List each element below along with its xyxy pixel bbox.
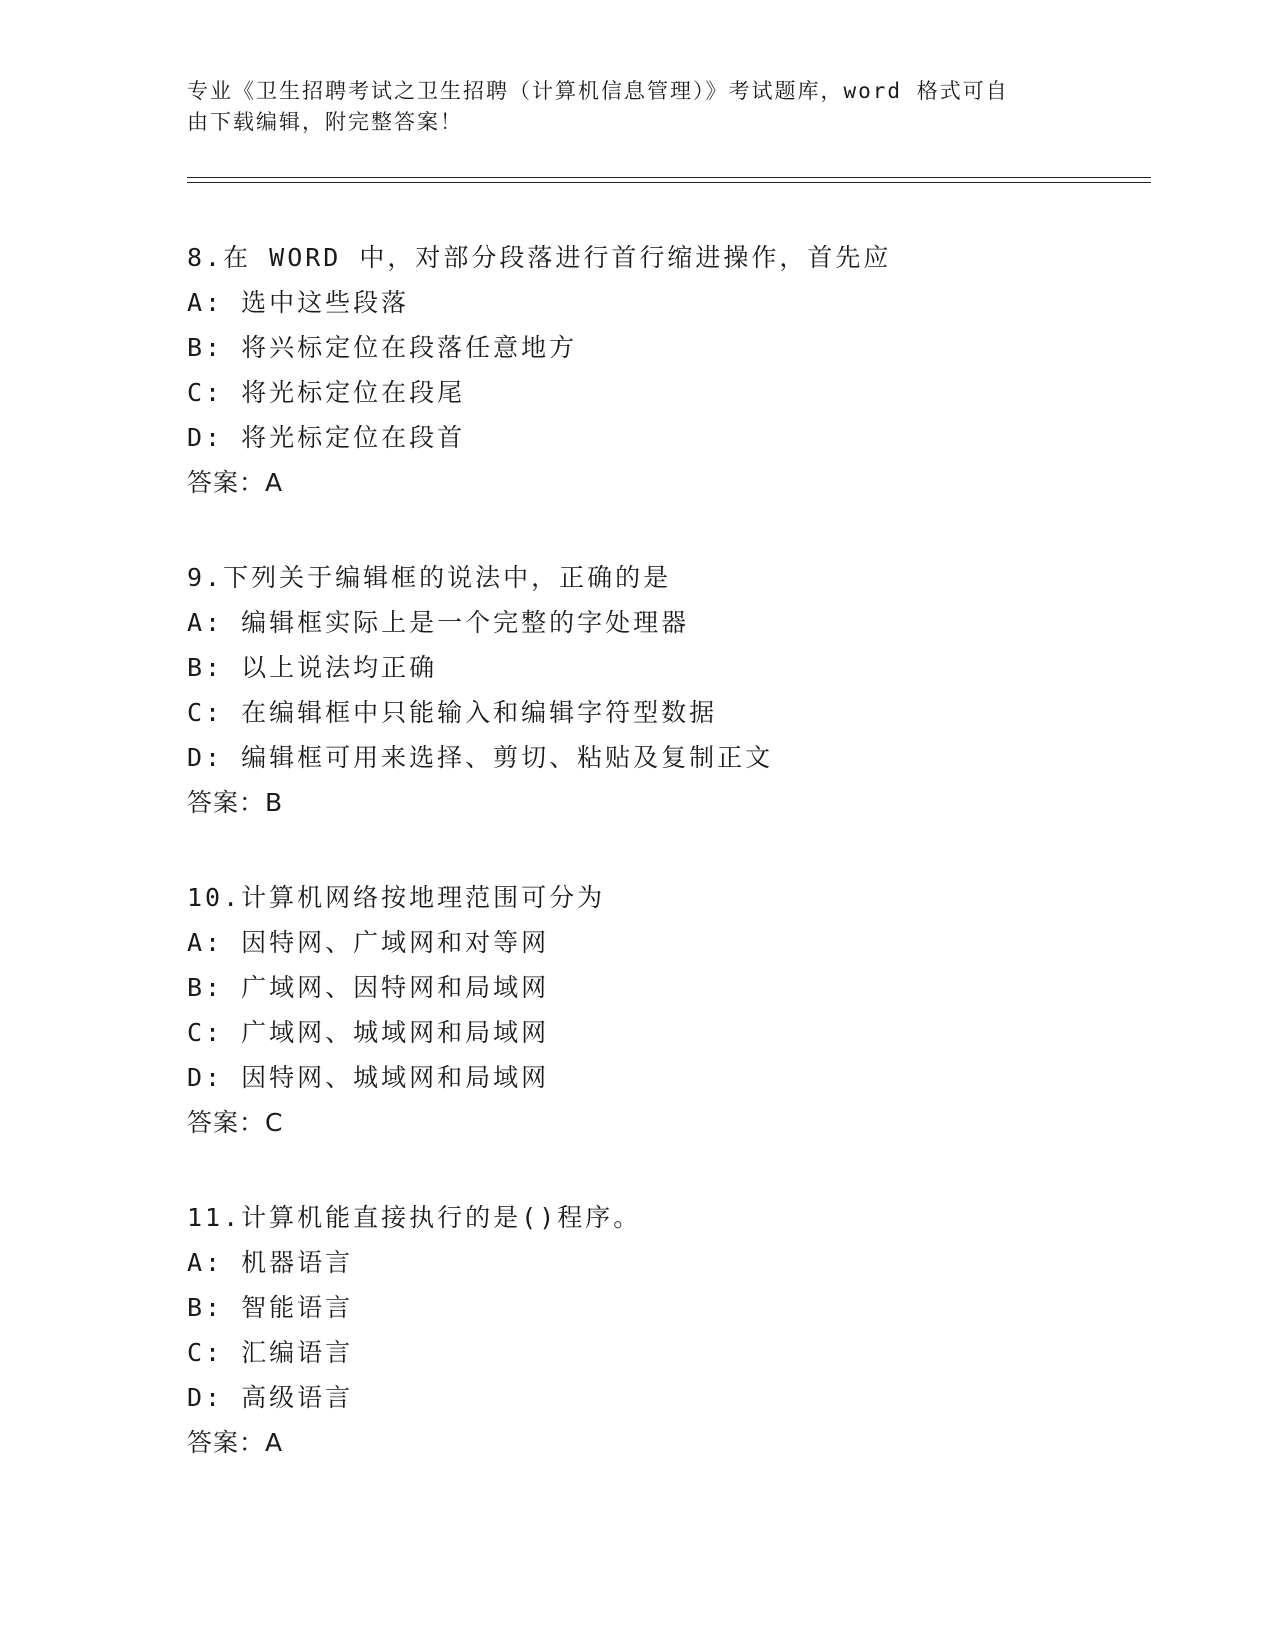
document-header <box>187 76 1067 138</box>
option-b: B: 将兴标定位在段落任意地方 <box>187 333 578 362</box>
question-stem: 11.计算机能直接执行的是()程序。 <box>187 1203 642 1232</box>
option-c: C: 汇编语言 <box>187 1338 354 1367</box>
option-b: B: 智能语言 <box>187 1293 354 1322</box>
header-divider-bottom <box>187 182 1151 183</box>
option-d: D: 将光标定位在段首 <box>187 423 466 452</box>
answer-line: 答案：A <box>187 1428 284 1457</box>
question-block-10 <box>187 875 1147 1145</box>
question-block-9 <box>187 555 1147 825</box>
option-a: A: 编辑框实际上是一个完整的字处理器 <box>187 608 690 637</box>
option-b: B: 以上说法均正确 <box>187 653 438 682</box>
answer-line: 答案：A <box>187 468 284 497</box>
header-line-2: 由下载编辑，附完整答案！ <box>187 110 463 134</box>
answer-line: 答案：B <box>187 788 284 817</box>
option-c: C: 在编辑框中只能输入和编辑字符型数据 <box>187 698 718 727</box>
option-a: A: 因特网、广域网和对等网 <box>187 928 550 957</box>
option-d: D: 编辑框可用来选择、剪切、粘贴及复制正文 <box>187 743 774 772</box>
option-b: B: 广域网、因特网和局域网 <box>187 973 550 1002</box>
header-line-1: 专业《卫生招聘考试之卫生招聘（计算机信息管理）》考试题库，word 格式可自 <box>187 79 1009 103</box>
question-block-11 <box>187 1195 1147 1465</box>
option-d: D: 因特网、城域网和局域网 <box>187 1063 550 1092</box>
answer-line: 答案：C <box>187 1108 284 1137</box>
question-stem: 8.在 WORD 中，对部分段落进行首行缩进操作，首先应 <box>187 243 892 272</box>
header-divider-top <box>187 177 1151 178</box>
question-stem: 10.计算机网络按地理范围可分为 <box>187 883 606 912</box>
option-c: C: 广域网、城域网和局域网 <box>187 1018 550 1047</box>
question-stem: 9.下列关于编辑框的说法中，正确的是 <box>187 563 672 592</box>
question-block-8 <box>187 235 1147 505</box>
option-a: A: 选中这些段落 <box>187 288 410 317</box>
option-a: A: 机器语言 <box>187 1248 354 1277</box>
option-c: C: 将光标定位在段尾 <box>187 378 466 407</box>
option-d: D: 高级语言 <box>187 1383 354 1412</box>
